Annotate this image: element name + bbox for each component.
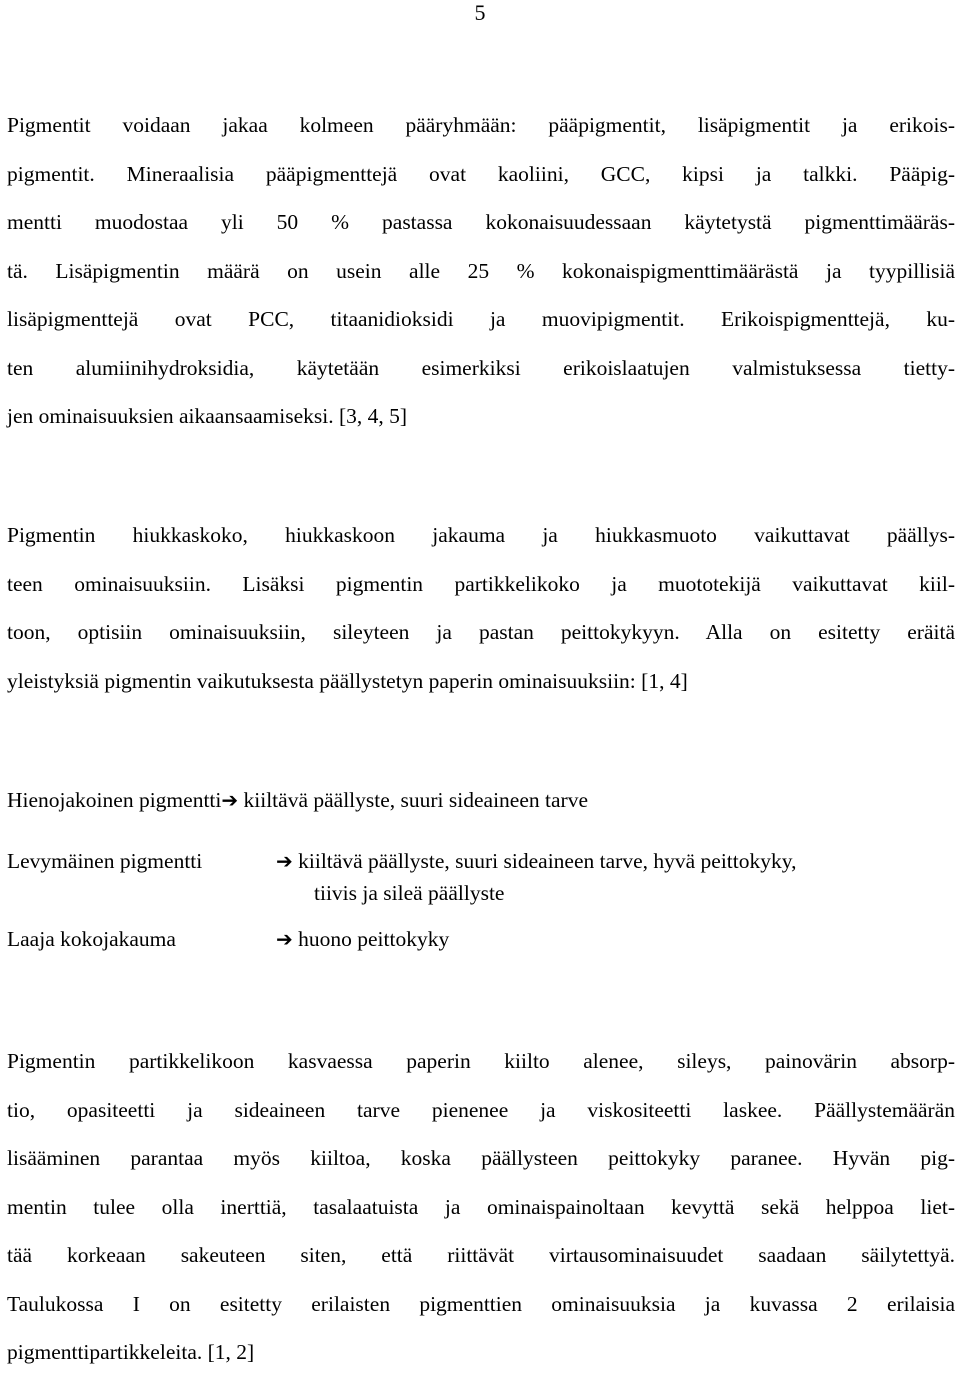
text-line: jen ominaisuuksien aikaansaamiseksi. [3, 4, 5] [7,404,408,428]
text-line: teen ominaisuuksiin. Lisäksi pigmentin partikkelikoko ja muototekijä vaikuttavat kiil- [7,571,955,596]
text-line: pigmentit. Mineraalisia pääpigmenttejä ovat kaoliini, GCC, kipsi ja talkki. Pääpig- [7,161,955,186]
arrow-right-icon: ➔ [221,788,239,812]
text-line: mentin tulee olla inerttiä, tasalaatuista ja ominaispainoltaan kevyttä sekä helppoa liet- [7,1194,955,1219]
paragraph-particle-size [7,511,955,705]
text-line: tä. Lisäpigmentin määrä on usein alle 25 % kokonaispigmenttimäärästä ja tyypillisiä [7,258,955,283]
arrow-right-icon: ➔ [276,927,293,951]
text-line: Pigmentin partikkelikoon kasvaessa paperin kiilto alenee, sileys, painovärin absorp- [7,1049,955,1073]
effect-result [276,923,449,955]
text-line: yleistyksiä pigmentin vaikutuksesta päällystetyn paperin ominaisuuksiin: [1, 4] [7,668,688,693]
effect-row [7,923,176,955]
text-line: tää korkeaan sakeuteen siten, että riittävät virtausominaisuudet saadaan säilytettyä. [7,1243,955,1267]
text-line: lisääminen parantaa myös kiiltoa, koska päällysteen peittokyky paranee. Hyvän pig- [7,1146,955,1170]
text-line: pigmenttipartikkeleita. [1, 2] [7,1340,255,1364]
paragraph-pigment-groups [7,101,955,441]
effect-description: kiiltävä päällyste, suuri sideaineen tarve [243,788,588,812]
text-line: tio, opasiteetti ja sideaineen tarve pienenee ja viskositeetti laskee. Päällystemäärän [7,1097,955,1122]
effect-description: kiiltävä päällyste, suuri sideaineen tarve, hyvä peittokyky, [298,849,797,873]
page-number: 5 [474,0,486,25]
text-line: Pigmentit voidaan jakaa kolmeen pääryhmään: pääpigmentit, lisäpigmentit ja erikois- [7,113,955,137]
effect-result [276,845,796,877]
effect-row [7,845,202,877]
text-line: lisäpigmenttejä ovat PCC, titaanidioksidi ja muovipigmentit. Erikoispigmenttejä, ku- [7,307,955,331]
text-line: ten alumiinihydroksidia, käytetään esimerkiksi erikoislaatujen valmistuksessa tietty- [7,355,955,380]
effect-term: Levymäinen pigmentti [7,849,203,873]
arrow-right-icon: ➔ [276,849,293,873]
text-line: Taulukossa I on esitetty erilaisten pigmenttien ominaisuuksia ja kuvassa 2 erilaisia [7,1291,955,1316]
effect-row [7,784,588,816]
text-line: Pigmentin hiukkaskoko, hiukkaskoon jakauma ja hiukkasmuoto vaikuttavat päällys- [7,523,955,547]
effect-description: huono peittokyky [298,927,450,951]
text-line: mentti muodostaa yli 50 % pastassa kokonaisuudessaan käytetystä pigmenttimääräs- [7,210,955,234]
paragraph-particle-growth [7,1037,955,1377]
effect-term: Hienojakoinen pigmentti [7,788,222,812]
effect-continuation: tiivis ja sileä päällyste [314,881,505,905]
text-line: toon, optisiin ominaisuuksiin, sileyteen ja pastan peittokykyyn. Alla on esitetty eräitä [7,620,955,644]
effect-term: Laaja kokojakauma [7,927,176,951]
